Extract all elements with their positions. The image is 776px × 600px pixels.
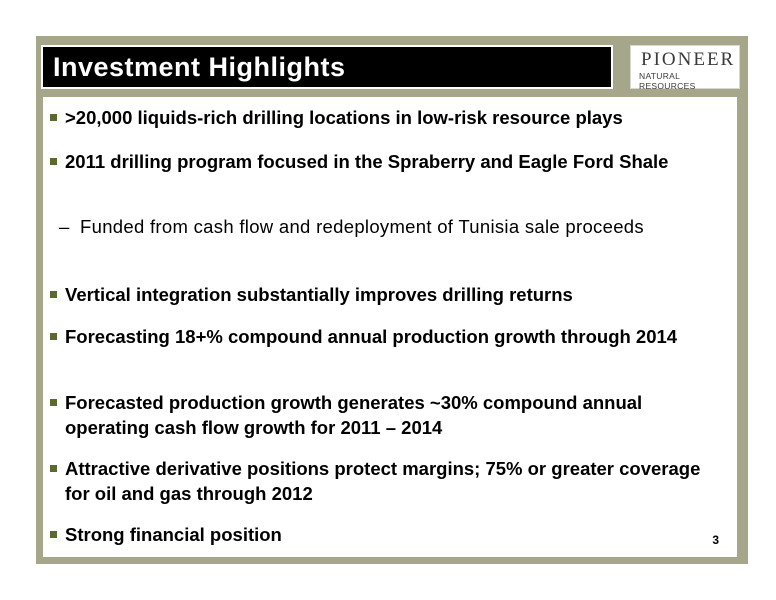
logo-main-text: PIONEER bbox=[641, 49, 736, 70]
bullet-text: Forecasting 18+% compound annual production growth through 2014 bbox=[65, 326, 678, 347]
bullet-marker bbox=[50, 158, 57, 165]
bullet-text: >20,000 liquids-rich drilling locations in low-risk resource plays bbox=[65, 107, 623, 128]
bullet-marker bbox=[50, 531, 57, 538]
bullet-marker bbox=[50, 333, 57, 340]
bullet-text: 2011 drilling program focused in the Spraberry and Eagle Ford Shale bbox=[65, 151, 669, 172]
title-bar bbox=[41, 45, 613, 89]
bullet-text: Forecasted production growth generates ~30% compound annual operating cash flow growth for 2011 – 2014 bbox=[65, 392, 643, 438]
bullet-text: Strong financial position bbox=[65, 524, 282, 545]
page-number: 3 bbox=[712, 533, 719, 547]
sub-bullet-text: Funded from cash flow and redeployment of Tunisia sale proceeds bbox=[80, 216, 644, 237]
bullet-text: Attractive derivative positions protect margins; 75% or greater coverage for oil and gas through 2012 bbox=[65, 458, 701, 504]
pioneer-logo bbox=[630, 45, 740, 89]
dash-marker: – bbox=[59, 216, 70, 237]
bullet-marker bbox=[50, 114, 57, 121]
bullet-text: Vertical integration substantially improves drilling returns bbox=[65, 284, 573, 305]
bullet-marker bbox=[50, 465, 57, 472]
slide-content bbox=[43, 97, 737, 557]
slide-title: Investment Highlights bbox=[53, 52, 346, 82]
bullet-marker bbox=[50, 399, 57, 406]
bullet-marker bbox=[50, 291, 57, 298]
logo-sub-text: NATURAL RESOURCES bbox=[639, 71, 696, 91]
